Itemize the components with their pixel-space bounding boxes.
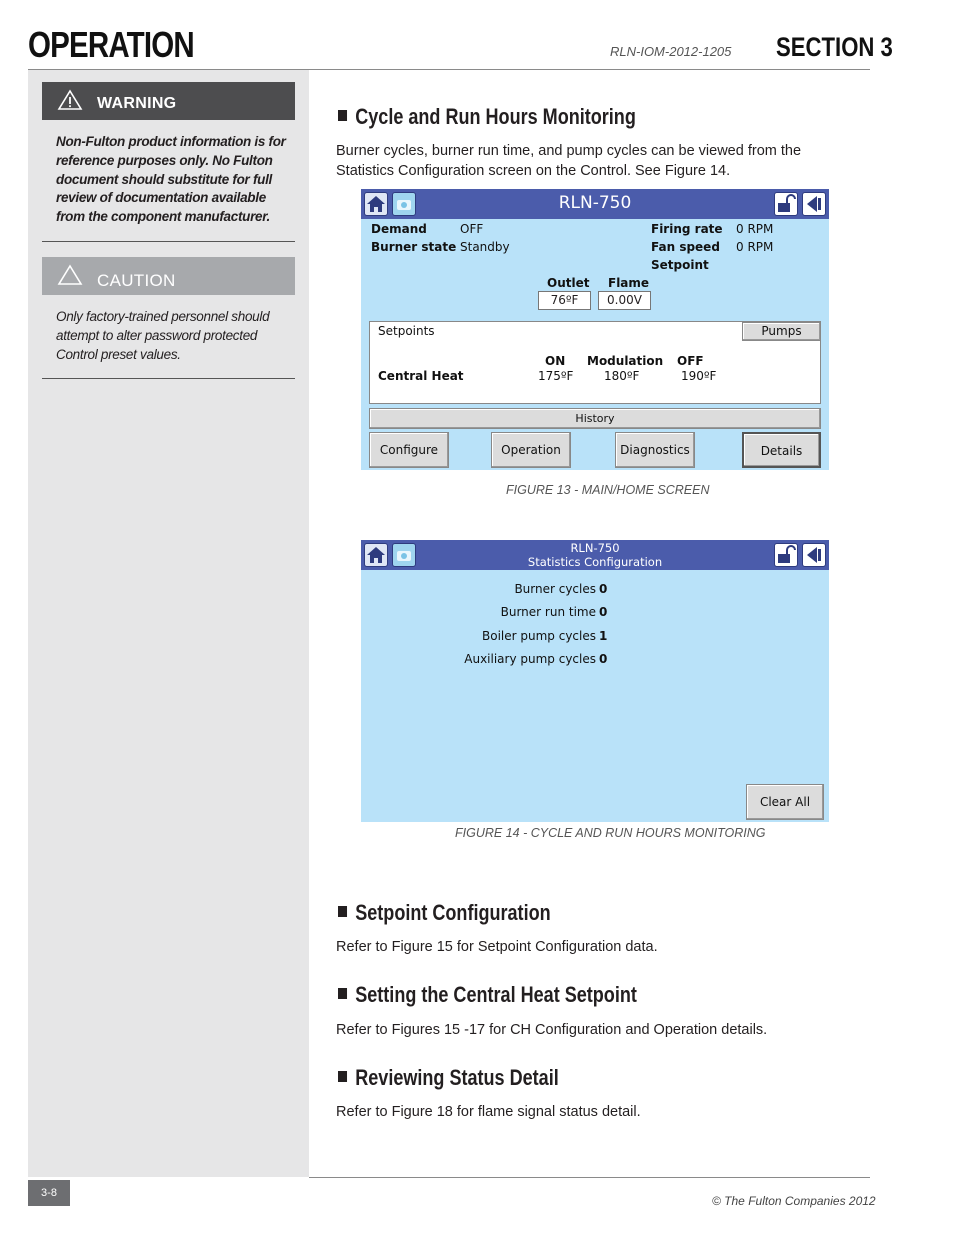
- statistics-configuration-screen: [361, 540, 829, 822]
- stat-label: Burner run time: [500, 605, 596, 619]
- setpoints-panel: [369, 321, 821, 404]
- outlet-value: 76ºF: [538, 291, 591, 310]
- back-icon[interactable]: [802, 543, 826, 567]
- clear-all-button[interactable]: Clear All: [746, 784, 824, 820]
- screen-title: RLN-750: [570, 541, 620, 555]
- fan-speed-label: Fan speed: [651, 240, 720, 254]
- burner-state-value: Standby: [460, 240, 510, 254]
- stat-label: Boiler pump cycles: [482, 629, 596, 643]
- cycle-body-text: Burner cycles, burner run time, and pump cycles can be viewed from the Statistics Configuration screen on the Control. See Figure 14.: [336, 143, 802, 179]
- flame-label: Flame: [608, 276, 650, 290]
- bullet-square-icon: [338, 988, 347, 999]
- fan-speed-value: 0 RPM: [736, 240, 774, 254]
- off-label: OFF: [677, 354, 704, 368]
- burner-state-label: Burner state: [371, 240, 457, 254]
- camera-icon[interactable]: [392, 543, 416, 567]
- firing-rate-value: 0 RPM: [736, 222, 774, 236]
- flame-value: 0.00V: [598, 291, 651, 310]
- copyright: © The Fulton Companies 2012: [712, 1194, 876, 1208]
- diagnostics-button[interactable]: Diagnostics: [615, 432, 695, 468]
- screen-title: RLN-750: [558, 193, 632, 213]
- heading-cycle-monitoring: Cycle and Run Hours Monitoring: [338, 104, 636, 130]
- screen-subtitle: Statistics Configuration: [527, 555, 663, 569]
- details-button[interactable]: Details: [742, 432, 821, 468]
- configure-button[interactable]: Configure: [369, 432, 449, 468]
- operation-button[interactable]: Operation: [491, 432, 571, 468]
- bullet-square-icon: [338, 1071, 347, 1082]
- warning-banner: [42, 82, 295, 120]
- stat-value: 0: [599, 605, 608, 619]
- modulation-label: Modulation: [587, 354, 664, 368]
- bullet-square-icon: [338, 110, 347, 121]
- stat-label: Burner cycles: [514, 582, 596, 596]
- section-label: SECTION 3: [776, 32, 893, 62]
- demand-label: Demand: [371, 222, 427, 236]
- heading-central-heat-setpoint: Setting the Central Heat Setpoint: [338, 982, 637, 1008]
- central-heat-label: Central Heat: [378, 369, 464, 383]
- caution-label: CAUTION: [97, 271, 176, 290]
- warning-label: WARNING: [97, 95, 177, 112]
- main-home-screen: [361, 189, 829, 470]
- back-icon[interactable]: [802, 192, 826, 216]
- demand-value: OFF: [460, 222, 484, 236]
- bullet-square-icon: [338, 906, 347, 917]
- document-code: RLN-IOM-2012-1205: [610, 44, 732, 59]
- sidebar-divider: [42, 241, 295, 242]
- history-button[interactable]: History: [369, 408, 821, 429]
- status-body-text: Refer to Figure 18 for flame signal status detail.: [336, 1104, 641, 1120]
- sidebar: [28, 70, 309, 1177]
- camera-icon[interactable]: [392, 192, 416, 216]
- pumps-button[interactable]: Pumps: [742, 322, 821, 341]
- home-icon[interactable]: [364, 192, 388, 216]
- sidebar-divider: [42, 378, 295, 379]
- caution-triangle-icon: [57, 264, 83, 286]
- stat-label: Auxiliary pump cycles: [464, 652, 596, 666]
- figure13-caption: FIGURE 13 - MAIN/HOME SCREEN: [506, 483, 710, 497]
- warning-text: Non-Fulton product information is for reference purposes only. No Fulton document should substitute for full review of documentation available from the component manufacturer.: [56, 134, 286, 225]
- on-value: 175ºF: [538, 369, 574, 383]
- caution-banner: [42, 257, 295, 295]
- stat-value: 0: [599, 582, 608, 596]
- stat-value: 0: [599, 652, 608, 666]
- heading-setpoint-configuration: Setpoint Configuration: [338, 900, 551, 926]
- central-heat-body-text: Refer to Figures 15 -17 for CH Configuration and Operation details.: [336, 1022, 768, 1038]
- home-icon[interactable]: [364, 543, 388, 567]
- stat-value: 1: [599, 629, 608, 643]
- page-number: 3-8: [28, 1180, 70, 1206]
- outlet-label: Outlet: [547, 276, 590, 290]
- on-label: ON: [545, 354, 566, 368]
- lock-icon[interactable]: [774, 192, 798, 216]
- setpoint-body-text: Refer to Figure 15 for Setpoint Configuration data.: [336, 939, 658, 955]
- firing-rate-label: Firing rate: [651, 222, 723, 236]
- page-title: OPERATION: [28, 24, 194, 65]
- off-value: 190ºF: [681, 369, 717, 383]
- warning-triangle-icon: [57, 89, 83, 111]
- heading-reviewing-status-detail: Reviewing Status Detail: [338, 1065, 559, 1091]
- modulation-value: 180ºF: [604, 369, 640, 383]
- setpoint-label: Setpoint: [651, 258, 709, 272]
- lock-icon[interactable]: [774, 543, 798, 567]
- setpoints-label: Setpoints: [378, 324, 435, 338]
- caution-text: Only factory-trained personnel should attempt to alter password protected Control preset values.: [56, 309, 270, 362]
- footer-divider: [309, 1177, 870, 1178]
- figure14-caption: FIGURE 14 - CYCLE AND RUN HOURS MONITORING: [455, 826, 766, 840]
